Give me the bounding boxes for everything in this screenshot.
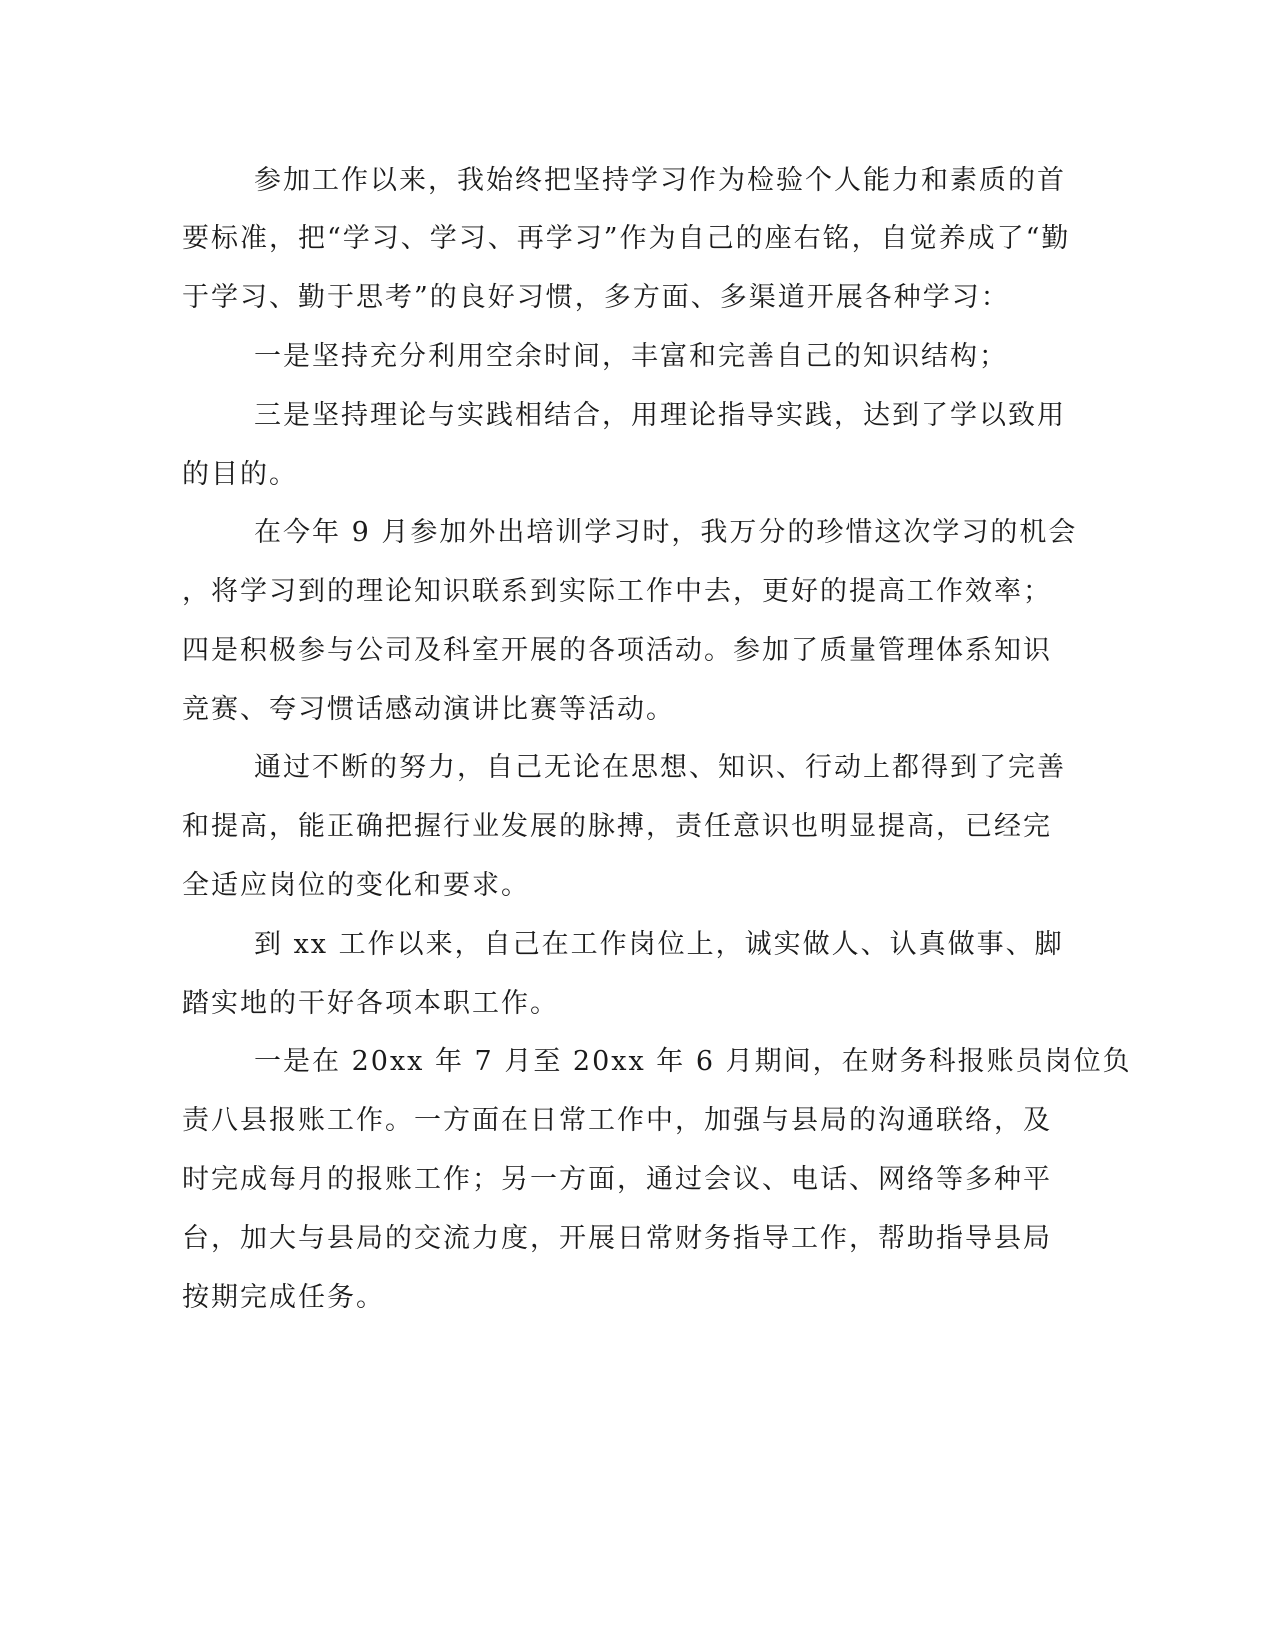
text-line: 竞赛、夸习惯话感动演讲比赛等活动。 <box>182 694 675 725</box>
text-line: 要标准，把“学习、学习、再学习”作为自己的座右铭，自觉养成了“勤 <box>182 223 1071 254</box>
text-line: 于学习、勤于思考”的良好习惯，多方面、多渠道开展各种学习： <box>182 282 1010 313</box>
text-line: 踏实地的干好各项本职工作。 <box>182 988 559 1019</box>
text-line: 四是积极参与公司及科室开展的各项活动。参加了质量管理体系知识 <box>182 635 1052 666</box>
text-line: 通过不断的努力，自己无论在思想、知识、行动上都得到了完善 <box>254 752 1066 783</box>
text-line: 时完成每月的报账工作；另一方面，通过会议、电话、网络等多种平 <box>182 1164 1052 1195</box>
text-line: 台，加大与县局的交流力度，开展日常财务指导工作，帮助指导县局 <box>182 1223 1052 1254</box>
text-line: 责八县报账工作。一方面在日常工作中，加强与县局的沟通联络，及 <box>182 1105 1052 1136</box>
text-line: 一是坚持充分利用空余时间，丰富和完善自己的知识结构； <box>254 341 1008 372</box>
text-line: ，将学习到的理论知识联系到实际工作中去，更好的提高工作效率； <box>182 576 1052 607</box>
text-line: 三是坚持理论与实践相结合，用理论指导实践，达到了学以致用 <box>254 400 1066 431</box>
text-line: 和提高，能正确把握行业发展的脉搏，责任意识也明显提高，已经完 <box>182 811 1052 842</box>
text-line: 到 xx 工作以来，自己在工作岗位上，诚实做人、认真做事、脚 <box>254 929 1064 960</box>
text-line: 参加工作以来，我始终把坚持学习作为检验个人能力和素质的首 <box>254 165 1066 196</box>
text-line: 按期完成任务。 <box>182 1282 385 1313</box>
text-line: 全适应岗位的变化和要求。 <box>182 870 530 901</box>
text-line: 的目的。 <box>182 459 298 490</box>
text-line: 一是在 20xx 年 7 月至 20xx 年 6 月期间，在财务科报账员岗位负 <box>254 1046 1132 1077</box>
text-line: 在今年 9 月参加外出培训学习时，我万分的珍惜这次学习的机会 <box>254 517 1078 548</box>
